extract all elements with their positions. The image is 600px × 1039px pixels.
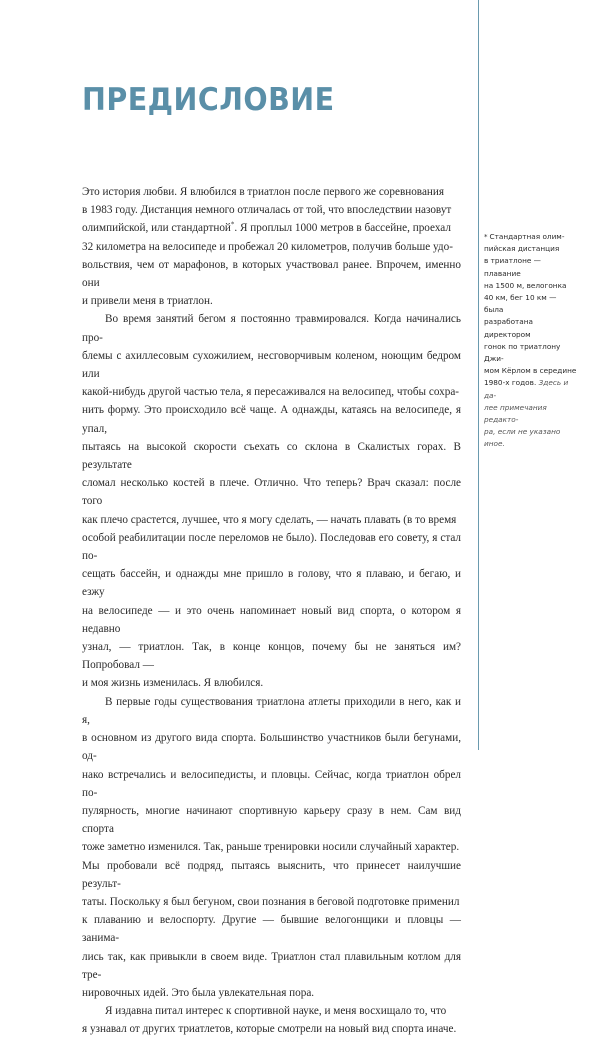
sidenote: * Стандартная олим- пийская дистанция в триатлоне — плавание на 1500 м, велогонка 40 км, бег 10 км — была разработана директором гонок по триатлону Джи- мом Кёрлом в середине 1980-х годов. Здесь и да- лее примечания редакто- ра, если не указано иное. (484, 232, 577, 449)
paragraph-2: Во время занятий бегом я постоянно травмировался. Когда начинались про- блемы с ахиллесовым сухожилием, несговорчивым коленом, ноющим бедром или какой-нибудь другой частью тела, я пересаживался на велосипед, чтобы сохра- нить форму. Это происходило всё чаще. А однажды, катаясь на велосипеде, я упал, пытаясь на высокой скорости съехать со склона в Скалистых горах. В результате сломал несколько костей в плече. Отлично. Что теперь? Врач сказал: после того как плечо срастется, лучшее, что я могу сделать, — начать плавать (в то время особой реабилитации после переломов не было). Последовав его совету, я стал по- сещать бассейн, и однажды мне пришло в голову, что я плаваю, и бегаю, и езжу на велосипеде — и это очень напоминает новый вид спорта, о котором я недавно узнал, — триатлон. Так, в конце концов, почему бы не заняться им? Попробовал — и моя жизнь изменилась. Я влюбился. (82, 313, 461, 690)
page-title: ПРЕДИСЛОВИЕ (82, 82, 335, 118)
paragraph-1: Это история любви. Я влюбился в триатлон после первого же соревнования в 1983 году. Дистанция немного отличалась от той, что впоследствии назовут олимпийской, или стандартной*. Я проплыл 1000 метров в бассейне, проехал 32 километра на велосипеде и пробежал 20 километров, получив больше удо- вольствия, чем от марафонов, в которых участвовал ранее. Впрочем, именно они и привели меня в триатлон. (82, 186, 461, 308)
margin-divider (478, 0, 479, 750)
paragraph-3: В первые годы существования триатлона атлеты приходили в него, как и я, в основном из другого вида спорта. Большинство участников были бегунами, од- нако встречались и велосипедисты, и пловцы. Сейчас, когда триатлон обрел по- пулярность, многие начинают спортивную карьеру сразу в нем. Сам вид спорта тоже заметно изменился. Так, раньше тренировки носили случайный характер. Мы пробовали всё подряд, пытаясь выяснить, что принесет наилучшие результ- таты. Поскольку я был бегуном, свои познания в беговой подготовке применил к плаванию и велоспорту. Другие — бывшие велогонщики и пловцы — занима- лись так, как привыкли в своем виде. Триатлон стал плавильным котлом для тре- нировочных идей. Это была увлекательная пора. (82, 695, 461, 999)
paragraph-4: Я издавна питал интерес к спортивной науке, и меня восхищало то, что я узнавал от других триатлетов, которые смотрели на новый вид спорта иначе. (82, 1005, 457, 1036)
footnote-marker: * (230, 220, 235, 229)
sidenote-marker: * (484, 233, 488, 241)
body-text (82, 183, 461, 1039)
